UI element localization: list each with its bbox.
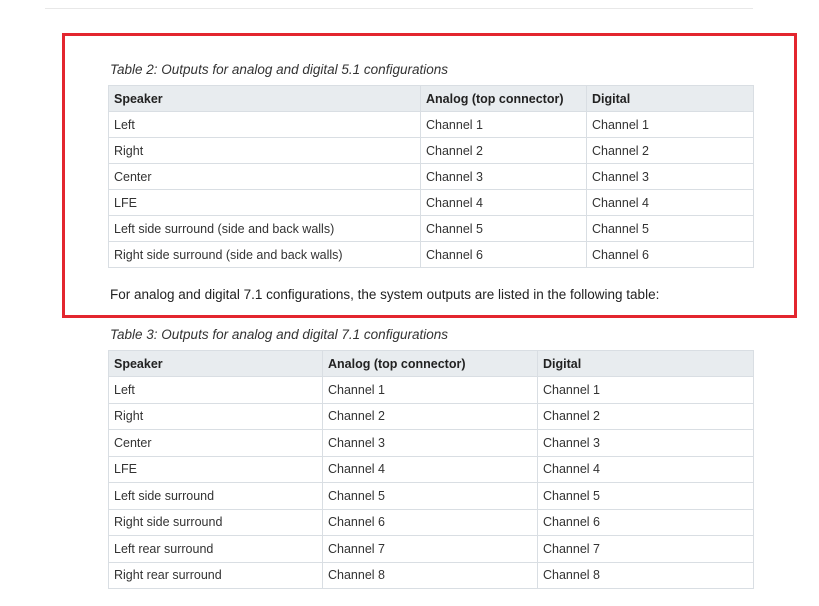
digital-cell: Channel 5 (538, 483, 754, 510)
digital-cell: Channel 6 (587, 242, 754, 268)
speaker-cell: Right side surround (side and back walls) (109, 242, 421, 268)
speaker-cell: Left (109, 377, 323, 404)
table-row (109, 190, 754, 216)
table-row (109, 216, 754, 242)
table-2 (108, 85, 754, 268)
table-header-row (109, 351, 754, 377)
analog-cell: Channel 6 (323, 509, 538, 536)
column-header: Analog (top connector) (323, 351, 538, 377)
analog-cell: Channel 1 (421, 112, 587, 138)
speaker-cell: Right (109, 403, 323, 430)
speaker-cell: Left rear surround (109, 536, 323, 563)
analog-cell: Channel 5 (421, 216, 587, 242)
analog-cell: Channel 1 (323, 377, 538, 404)
column-header: Analog (top connector) (421, 86, 587, 112)
table-row (109, 509, 754, 536)
table-row (109, 242, 754, 268)
table-row (109, 456, 754, 483)
table-2-caption: Table 2: Outputs for analog and digital 5.1 configurations (110, 62, 448, 77)
table-header-row (109, 86, 754, 112)
column-header: Speaker (109, 351, 323, 377)
column-header: Digital (587, 86, 754, 112)
analog-cell: Channel 7 (323, 536, 538, 563)
table-row (109, 483, 754, 510)
intro-paragraph: For analog and digital 7.1 configurations, the system outputs are listed in the following table: (110, 287, 660, 302)
analog-cell: Channel 6 (421, 242, 587, 268)
digital-cell: Channel 5 (587, 216, 754, 242)
analog-cell: Channel 8 (323, 562, 538, 589)
table-row (109, 536, 754, 563)
column-header: Digital (538, 351, 754, 377)
table-3 (108, 350, 754, 589)
speaker-cell: Right side surround (109, 509, 323, 536)
table-row (109, 377, 754, 404)
digital-cell: Channel 2 (538, 403, 754, 430)
table-row (109, 430, 754, 457)
table-row (109, 112, 754, 138)
table-row (109, 138, 754, 164)
digital-cell: Channel 4 (538, 456, 754, 483)
digital-cell: Channel 7 (538, 536, 754, 563)
speaker-cell: Left side surround (109, 483, 323, 510)
digital-cell: Channel 6 (538, 509, 754, 536)
table-row (109, 562, 754, 589)
speaker-cell: Left (109, 112, 421, 138)
table-3-caption: Table 3: Outputs for analog and digital 7.1 configurations (110, 327, 448, 342)
speaker-cell: Right (109, 138, 421, 164)
speaker-cell: Right rear surround (109, 562, 323, 589)
table-row (109, 164, 754, 190)
analog-cell: Channel 2 (323, 403, 538, 430)
digital-cell: Channel 3 (538, 430, 754, 457)
analog-cell: Channel 3 (421, 164, 587, 190)
digital-cell: Channel 1 (587, 112, 754, 138)
analog-cell: Channel 3 (323, 430, 538, 457)
speaker-cell: Left side surround (side and back walls) (109, 216, 421, 242)
column-header: Speaker (109, 86, 421, 112)
top-divider (45, 8, 753, 9)
speaker-cell: Center (109, 430, 323, 457)
analog-cell: Channel 5 (323, 483, 538, 510)
table-row (109, 403, 754, 430)
speaker-cell: Center (109, 164, 421, 190)
analog-cell: Channel 4 (323, 456, 538, 483)
analog-cell: Channel 4 (421, 190, 587, 216)
speaker-cell: LFE (109, 456, 323, 483)
digital-cell: Channel 3 (587, 164, 754, 190)
digital-cell: Channel 4 (587, 190, 754, 216)
digital-cell: Channel 8 (538, 562, 754, 589)
speaker-cell: LFE (109, 190, 421, 216)
digital-cell: Channel 1 (538, 377, 754, 404)
digital-cell: Channel 2 (587, 138, 754, 164)
analog-cell: Channel 2 (421, 138, 587, 164)
